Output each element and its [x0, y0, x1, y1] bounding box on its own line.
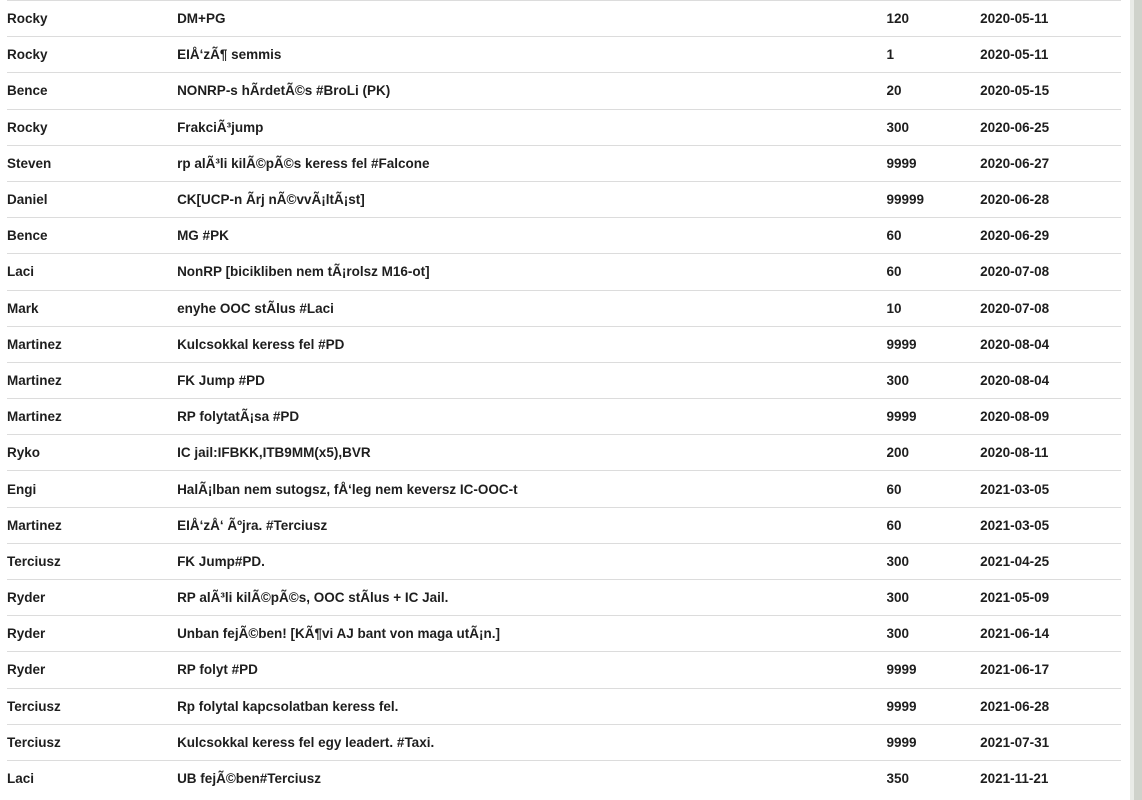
cell-date: 2021-03-05 — [980, 481, 1050, 497]
cell-minutes: 10 — [886, 300, 902, 316]
cell-name: Ryder — [7, 590, 46, 606]
cell-date: 2020-06-25 — [980, 119, 1050, 135]
cell-name: Ryko — [7, 445, 41, 461]
table-row — [7, 362, 1121, 398]
cell-date: 2020-07-08 — [980, 300, 1050, 316]
cell-minutes: 9999 — [886, 155, 917, 171]
cell-reason: NONRP-s hÃrdetÃ©s #BroLi (PK) — [177, 83, 391, 99]
cell-date: 2020-05-11 — [980, 47, 1049, 63]
cell-reason: FrakciÃ³jump — [177, 119, 264, 135]
cell-name: Rocky — [7, 47, 48, 63]
cell-minutes: 60 — [886, 264, 902, 280]
cell-name: Ryder — [7, 626, 46, 642]
cell-reason: rp alÃ³li kilÃ©pÃ©s keress fel #Falcone — [177, 155, 430, 171]
cell-date: 2021-07-31 — [980, 734, 1050, 750]
cell-minutes: 350 — [886, 771, 910, 787]
cell-minutes: 200 — [886, 445, 910, 461]
cell-date: 2020-05-11 — [980, 11, 1049, 27]
cell-name: Martinez — [7, 372, 62, 388]
cell-name: Steven — [7, 155, 52, 171]
cell-minutes: 9999 — [886, 698, 917, 714]
cell-reason: Kulcsokkal keress fel #PD — [177, 336, 345, 352]
cell-date: 2020-07-08 — [980, 264, 1050, 280]
cell-minutes: 99999 — [886, 192, 925, 208]
table-row — [7, 435, 1121, 471]
table-row — [7, 616, 1121, 652]
cell-reason: FK Jump #PD — [177, 372, 265, 388]
cell-date: 2021-03-05 — [980, 517, 1050, 533]
cell-minutes: 300 — [886, 372, 910, 388]
table-row — [7, 760, 1121, 796]
cell-reason: Rp folytal kapcsolatban keress fel. — [177, 698, 399, 714]
cell-date: 2020-06-27 — [980, 155, 1050, 171]
table-row — [7, 543, 1121, 579]
cell-name: Rocky — [7, 11, 48, 27]
cell-reason: EIÅ‘zÅ‘ Ãºjra. #Terciusz — [177, 517, 328, 533]
cell-minutes: 60 — [886, 481, 902, 497]
cell-name: Mark — [7, 300, 39, 316]
table-row — [7, 218, 1121, 254]
cell-date: 2021-11-21 — [980, 771, 1049, 787]
cell-name: Martinez — [7, 336, 62, 352]
jail-table-body — [7, 1, 1121, 797]
cell-reason: RP folyt #PD — [177, 662, 258, 678]
cell-reason: HalÃ¡lban nem sutogsz, fÅ‘leg nem keversz IC-OOC-t — [177, 481, 518, 497]
table-row — [7, 109, 1121, 145]
cell-name: Martinez — [7, 517, 62, 533]
cell-minutes: 9999 — [886, 734, 917, 750]
cell-date: 2021-06-28 — [980, 698, 1050, 714]
cell-reason: Unban fejÃ©ben! [KÃ¶vi AJ bant von maga utÃ¡n.] — [177, 626, 501, 642]
cell-date: 2020-05-15 — [980, 83, 1050, 99]
cell-name: Engi — [7, 481, 37, 497]
cell-reason: IC jail:IFBKK,ITB9MM(x5),BVR — [177, 445, 371, 461]
cell-name: Terciusz — [7, 553, 61, 569]
cell-reason: Kulcsokkal keress fel egy leadert. #Taxi. — [177, 734, 435, 750]
cell-name: Daniel — [7, 192, 48, 208]
cell-reason: CK[UCP-n Ãrj nÃ©vvÃ¡ltÃ¡st] — [177, 192, 365, 208]
cell-minutes: 300 — [886, 590, 910, 606]
cell-reason: enyhe OOC stÃlus #Laci — [177, 300, 334, 316]
cell-minutes: 300 — [886, 553, 910, 569]
table-row — [7, 73, 1121, 109]
cell-minutes: 300 — [886, 626, 910, 642]
cell-date: 2021-05-09 — [980, 590, 1050, 606]
cell-minutes: 60 — [886, 228, 902, 244]
cell-reason: NonRP [bicikliben nem tÃ¡rolsz M16-ot] — [177, 264, 430, 280]
cell-reason: RP alÃ³li kilÃ©pÃ©s, OOC stÃlus + IC Jail. — [177, 590, 449, 606]
cell-date: 2021-04-25 — [980, 553, 1050, 569]
jail-table — [7, 0, 1121, 797]
table-row — [7, 652, 1121, 688]
cell-date: 2020-08-11 — [980, 445, 1049, 461]
cell-minutes: 20 — [886, 83, 902, 99]
table-row — [7, 580, 1121, 616]
cell-name: Bence — [7, 228, 48, 244]
table-row — [7, 326, 1121, 362]
cell-minutes: 9999 — [886, 409, 917, 425]
table-row — [7, 507, 1121, 543]
cell-date: 2020-06-29 — [980, 228, 1050, 244]
table-row — [7, 399, 1121, 435]
cell-minutes: 1 — [886, 47, 895, 63]
table-row — [7, 1, 1121, 37]
table-row — [7, 290, 1121, 326]
cell-reason: FK Jump#PD. — [177, 553, 265, 569]
cell-date: 2020-08-09 — [980, 409, 1050, 425]
table-row — [7, 181, 1121, 217]
cell-reason: EIÅ‘zÃ¶ semmis — [177, 47, 282, 63]
cell-reason: UB fejÃ©ben#Terciusz — [177, 771, 322, 787]
cell-date: 2020-08-04 — [980, 372, 1050, 388]
cell-name: Laci — [7, 264, 35, 280]
table-row — [7, 254, 1121, 290]
cell-name: Ryder — [7, 662, 46, 678]
cell-name: Laci — [7, 771, 35, 787]
cell-date: 2021-06-17 — [980, 662, 1050, 678]
vertical-scrollbar[interactable] — [1134, 0, 1142, 800]
cell-name: Rocky — [7, 119, 48, 135]
cell-date: 2020-08-04 — [980, 336, 1050, 352]
jail-list-container — [7, 0, 1121, 797]
table-row — [7, 724, 1121, 760]
cell-reason: RP folytatÃ¡sa #PD — [177, 409, 300, 425]
cell-minutes: 60 — [886, 517, 902, 533]
cell-reason: MG #PK — [177, 228, 229, 244]
cell-name: Terciusz — [7, 734, 61, 750]
cell-minutes: 9999 — [886, 336, 917, 352]
cell-reason: DM+PG — [177, 11, 226, 27]
cell-date: 2020-06-28 — [980, 192, 1050, 208]
table-row — [7, 37, 1121, 73]
cell-name: Terciusz — [7, 698, 61, 714]
cell-minutes: 9999 — [886, 662, 917, 678]
table-row — [7, 471, 1121, 507]
cell-minutes: 300 — [886, 119, 910, 135]
cell-name: Bence — [7, 83, 48, 99]
cell-minutes: 120 — [886, 11, 910, 27]
table-row — [7, 688, 1121, 724]
table-row — [7, 145, 1121, 181]
cell-date: 2021-06-14 — [980, 626, 1050, 642]
cell-name: Martinez — [7, 409, 62, 425]
